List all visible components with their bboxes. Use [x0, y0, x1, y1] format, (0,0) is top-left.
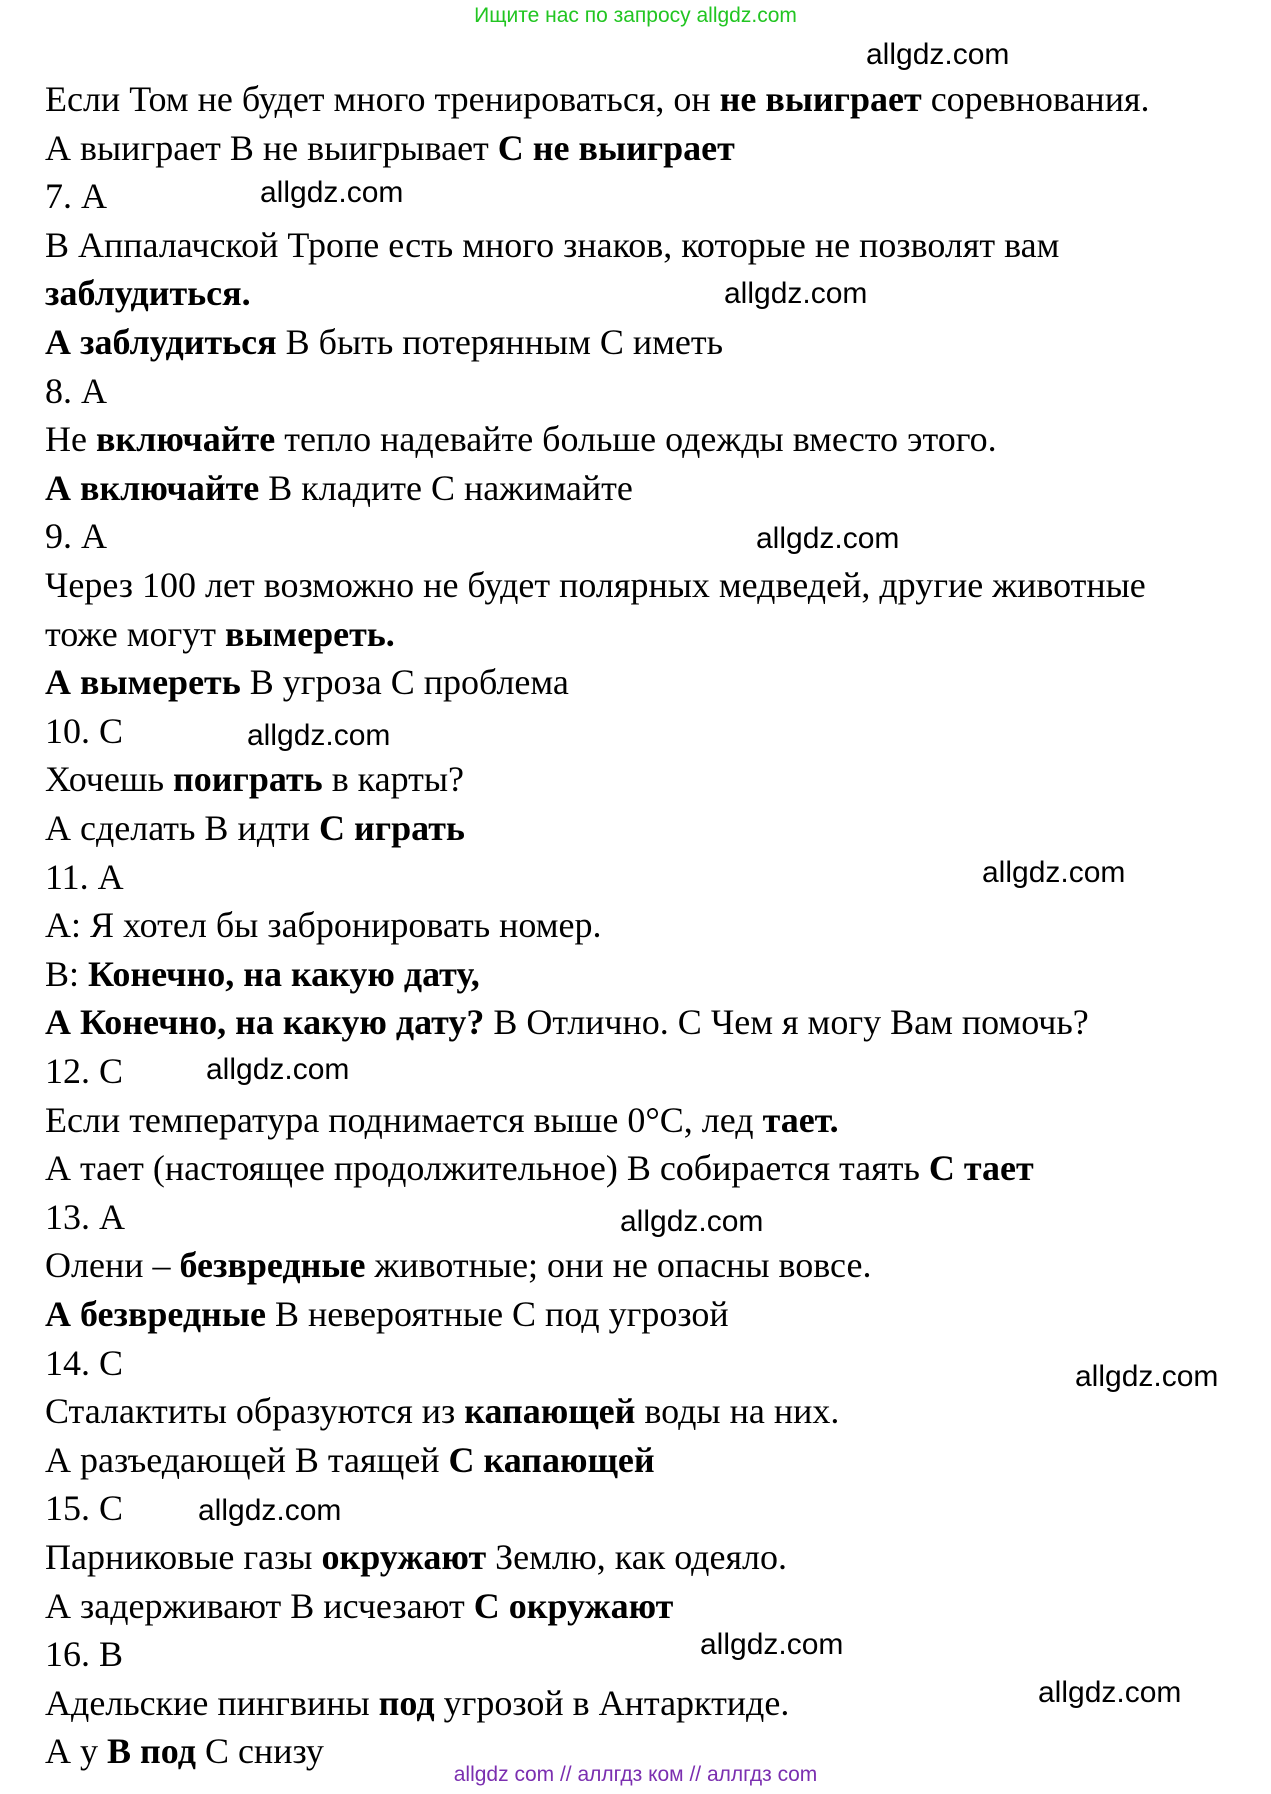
line-text: Хочешь — [45, 759, 174, 799]
text-line — [45, 1244, 871, 1286]
line-text: Олени – — [45, 1245, 180, 1285]
watermark: allgdz.com — [620, 1205, 764, 1238]
watermark: allgdz.com — [260, 176, 404, 209]
text-line — [45, 758, 464, 800]
bold-answer-text: С не выиграет — [497, 128, 735, 168]
line-text: воды на них. — [635, 1391, 840, 1431]
text-line — [45, 127, 735, 169]
line-text: в карты? — [322, 759, 465, 799]
watermark: allgdz.com — [756, 522, 900, 555]
line-text: Парниковые газы — [45, 1537, 322, 1577]
bold-answer-text: безвредные — [179, 1245, 366, 1285]
bold-answer-text: С капающей — [448, 1440, 655, 1480]
bold-answer-text: тает. — [762, 1100, 839, 1140]
text-line — [45, 175, 107, 217]
line-text: 15. С — [45, 1488, 124, 1528]
line-text: В угроза С проблема — [240, 662, 569, 702]
line-text: А тает (настоящее продолжительное) В собирается таять — [45, 1148, 929, 1188]
text-line — [45, 564, 1146, 606]
bold-answer-text: поиграть — [173, 759, 323, 799]
line-text: 8. А — [45, 371, 107, 411]
text-line — [45, 904, 601, 946]
text-line — [45, 224, 1059, 266]
top-search-banner: Ищите нас по запросу allgdz.com — [474, 4, 797, 27]
text-line — [45, 1390, 839, 1432]
text-line — [45, 953, 480, 995]
line-text: В быть потерянным С иметь — [276, 322, 724, 362]
line-text: В Отлично. С Чем я могу Вам помочь? — [484, 1002, 1089, 1042]
line-text: В кладите С нажимайте — [259, 468, 633, 508]
bold-answer-text: заблудиться. — [45, 273, 251, 313]
line-text: соревнования. — [921, 79, 1150, 119]
text-line — [45, 321, 723, 363]
watermark: allgdz.com — [724, 277, 868, 310]
text-line — [45, 1196, 125, 1238]
bottom-site-banner: allgdz com // аллгдз ком // аллгдз com — [453, 1763, 818, 1786]
watermark: allgdz.com — [198, 1494, 342, 1527]
line-text: Если Том не будет много тренироваться, он — [45, 79, 720, 119]
bold-answer-text: С тает — [928, 1148, 1034, 1188]
line-text: 11. А — [45, 857, 124, 897]
text-line — [45, 1633, 123, 1675]
bold-answer-text: С играть — [319, 808, 465, 848]
text-line — [45, 1682, 789, 1724]
line-text: 10. С — [45, 711, 124, 751]
bold-answer-text: под — [378, 1683, 435, 1723]
text-line — [45, 661, 569, 703]
text-line — [45, 1099, 839, 1141]
watermark: allgdz.com — [206, 1053, 350, 1086]
bold-answer-text: А включайте — [45, 468, 260, 508]
line-text: А: Я хотел бы забронировать номер. — [45, 905, 602, 945]
bold-answer-text: А Конечно, на какую дату? — [45, 1002, 485, 1042]
line-text: Через 100 лет возможно не будет полярных медведей, другие животные — [45, 565, 1146, 605]
line-text: тоже могут — [45, 614, 226, 654]
line-text: А сделать В идти — [45, 808, 320, 848]
line-text: 7. А — [45, 176, 107, 216]
line-text: Не — [45, 419, 96, 459]
bold-answer-text: включайте — [95, 419, 276, 459]
text-line — [45, 710, 123, 752]
line-text: А выиграет В не выигрывает — [45, 128, 498, 168]
text-line — [45, 467, 633, 509]
watermark: allgdz.com — [700, 1628, 844, 1661]
text-line — [45, 1536, 787, 1578]
text-line — [45, 1487, 123, 1529]
bold-answer-text: капающей — [464, 1391, 636, 1431]
line-text: 16. В — [45, 1634, 124, 1674]
line-text: Если температура поднимается выше 0°С, лед — [45, 1100, 763, 1140]
bold-answer-text: С окружают — [473, 1586, 674, 1626]
line-text: В невероятные С под угрозой — [265, 1294, 729, 1334]
watermark: allgdz.com — [247, 719, 391, 752]
bold-answer-text: В под — [107, 1731, 196, 1771]
bold-answer-text: Конечно, на какую дату, — [88, 954, 480, 994]
bold-answer-text: окружают — [321, 1537, 487, 1577]
watermark: allgdz.com — [1038, 1676, 1182, 1709]
text-line — [45, 418, 997, 460]
line-text: А у — [45, 1731, 107, 1771]
line-text: А разъедающей В таящей — [45, 1440, 449, 1480]
line-text: С снизу — [195, 1731, 324, 1771]
text-line — [45, 515, 107, 557]
text-line — [45, 613, 395, 655]
watermark: allgdz.com — [1075, 1360, 1219, 1393]
watermark: allgdz.com — [982, 856, 1126, 889]
line-text: В Аппалачской Тропе есть много знаков, которые не позволят вам — [45, 225, 1060, 265]
bold-answer-text: А безвредные — [45, 1294, 266, 1334]
text-line — [45, 1147, 1034, 1189]
line-text: 13. А — [45, 1197, 125, 1237]
line-text: В: — [45, 954, 89, 994]
line-text: 9. А — [45, 516, 107, 556]
line-text: животные; они не опасны вовсе. — [365, 1245, 872, 1285]
line-text: 12. С — [45, 1051, 124, 1091]
text-line — [45, 1342, 123, 1384]
line-text: угрозой в Антарктиде. — [434, 1683, 790, 1723]
text-line — [45, 272, 251, 314]
bold-answer-text: А вымереть — [45, 662, 241, 702]
bold-answer-text: не выиграет — [719, 79, 922, 119]
line-text: 14. С — [45, 1343, 124, 1383]
text-line — [45, 1585, 673, 1627]
line-text: Адельские пингвины — [45, 1683, 379, 1723]
bold-answer-text: вымереть. — [225, 614, 395, 654]
text-line — [45, 370, 107, 412]
text-line — [45, 1050, 123, 1092]
watermark: allgdz.com — [866, 38, 1010, 71]
text-line — [45, 78, 1150, 120]
line-text: Сталактиты образуются из — [45, 1391, 465, 1431]
line-text: А задерживают В исчезают — [45, 1586, 474, 1626]
text-line — [45, 856, 124, 898]
text-line — [45, 1439, 655, 1481]
text-line — [45, 1001, 1089, 1043]
text-line — [45, 1293, 729, 1335]
line-text: тепло надевайте больше одежды вместо этого. — [275, 419, 997, 459]
bold-answer-text: А заблудиться — [45, 322, 277, 362]
text-line — [45, 807, 465, 849]
line-text: Землю, как одеяло. — [486, 1537, 787, 1577]
